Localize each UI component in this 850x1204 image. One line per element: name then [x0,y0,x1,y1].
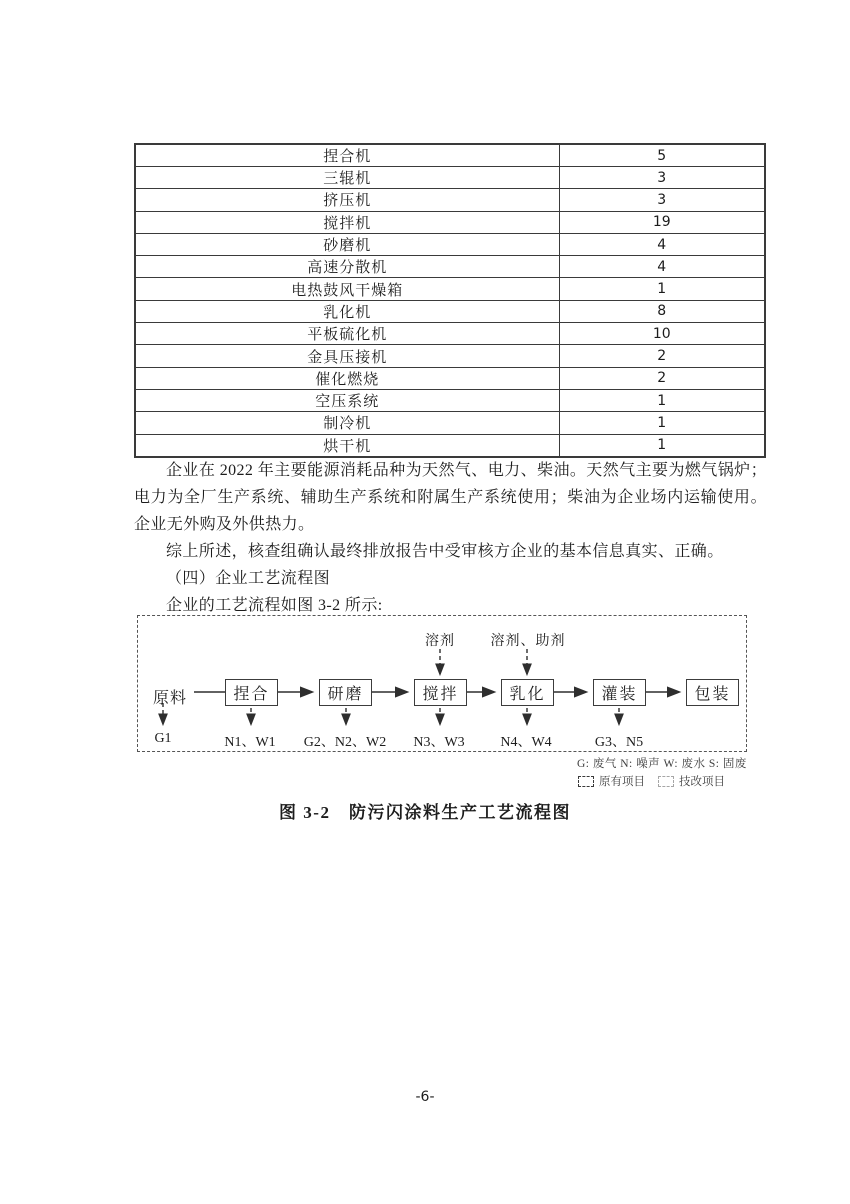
table-row [135,367,765,389]
input-label-solvent-additive: 溶剂、助剂 [490,634,566,649]
emission-label: G1 [154,731,172,746]
input-label-solvent: 溶剂 [425,634,455,649]
equipment-count: 2 [559,345,765,367]
legend-upgrade-label: 技改项目 [679,776,725,788]
equipment-name: 平板硫化机 [135,323,559,345]
table-row [135,167,765,189]
table-row [135,300,765,322]
source-label: 原料 [152,690,187,707]
table-row [135,323,765,345]
equipment-table [134,143,766,458]
existing-project-box-icon [578,776,594,787]
step-box-filling: 灌装 [593,679,646,706]
equipment-name: 乳化机 [135,300,559,322]
table-row [135,189,765,211]
equipment-table-body [135,144,765,457]
equipment-name: 电热鼓风干燥箱 [135,278,559,300]
equipment-count: 3 [559,189,765,211]
step-box-stirring: 搅拌 [414,679,467,706]
emission-label: G3、N5 [594,735,644,750]
paragraph-conclusion: 综上所述，核查组确认最终排放报告中受审核方企业的基本信息真实、正确。 [166,543,724,560]
equipment-count: 19 [559,211,765,233]
equipment-name: 捏合机 [135,144,559,167]
equipment-count: 8 [559,300,765,322]
upgrade-project-box-icon [658,776,674,787]
table-row [135,278,765,300]
table-row [135,412,765,434]
table-row [135,345,765,367]
equipment-name: 烘干机 [135,434,559,457]
body-text [134,457,767,619]
step-box-grinding: 研磨 [319,679,372,706]
emission-label: G2、N2、W2 [303,735,387,750]
table-row [135,389,765,411]
table-row [135,256,765,278]
paragraph-figure-intro: 企业的工艺流程如图 3-2 所示: [166,597,383,614]
step-box-emulsifying: 乳化 [501,679,554,706]
paragraph-energy: 企业在 2022 年主要能源消耗品种为天然气、电力、柴油。天然气主要为燃气锅炉；电力为全厂生产系统、辅助生产系统和附属生产系统使用；柴油为企业场内运输使用。企业无外购及外供热力。 [134,462,767,533]
equipment-count: 1 [559,278,765,300]
legend-project-types [578,773,733,789]
equipment-name: 空压系统 [135,389,559,411]
equipment-count: 5 [559,144,765,167]
section-heading-process-flow: （四）企业工艺流程图 [166,570,331,587]
emission-label: N1、W1 [224,735,276,750]
equipment-name: 挤压机 [135,189,559,211]
equipment-name: 砂磨机 [135,233,559,255]
page-number: -6- [415,1089,435,1105]
equipment-count: 3 [559,167,765,189]
equipment-count: 4 [559,256,765,278]
legend-existing-label: 原有项目 [599,776,645,788]
equipment-name: 高速分散机 [135,256,559,278]
equipment-count: 4 [559,233,765,255]
equipment-count: 1 [559,434,765,457]
equipment-count: 1 [559,389,765,411]
table-row [135,434,765,457]
table-row [135,233,765,255]
emission-label: N3、W3 [413,735,465,750]
equipment-name: 催化燃烧 [135,367,559,389]
step-box-kneading: 捏合 [225,679,278,706]
equipment-count: 1 [559,412,765,434]
equipment-count: 2 [559,367,765,389]
process-flow-diagram [137,615,747,752]
figure-caption: 图 3-2 防污闪涂料生产工艺流程图 [279,803,571,822]
equipment-name: 制冷机 [135,412,559,434]
emission-label: N4、W4 [500,735,552,750]
equipment-name: 三辊机 [135,167,559,189]
step-box-packaging: 包装 [686,679,739,706]
legend-abbreviations: G: 废气 N: 噪声 W: 废水 S: 固废 [577,758,747,770]
table-row [135,211,765,233]
equipment-count: 10 [559,323,765,345]
equipment-name: 金具压接机 [135,345,559,367]
table-row [135,144,765,167]
equipment-name: 搅拌机 [135,211,559,233]
